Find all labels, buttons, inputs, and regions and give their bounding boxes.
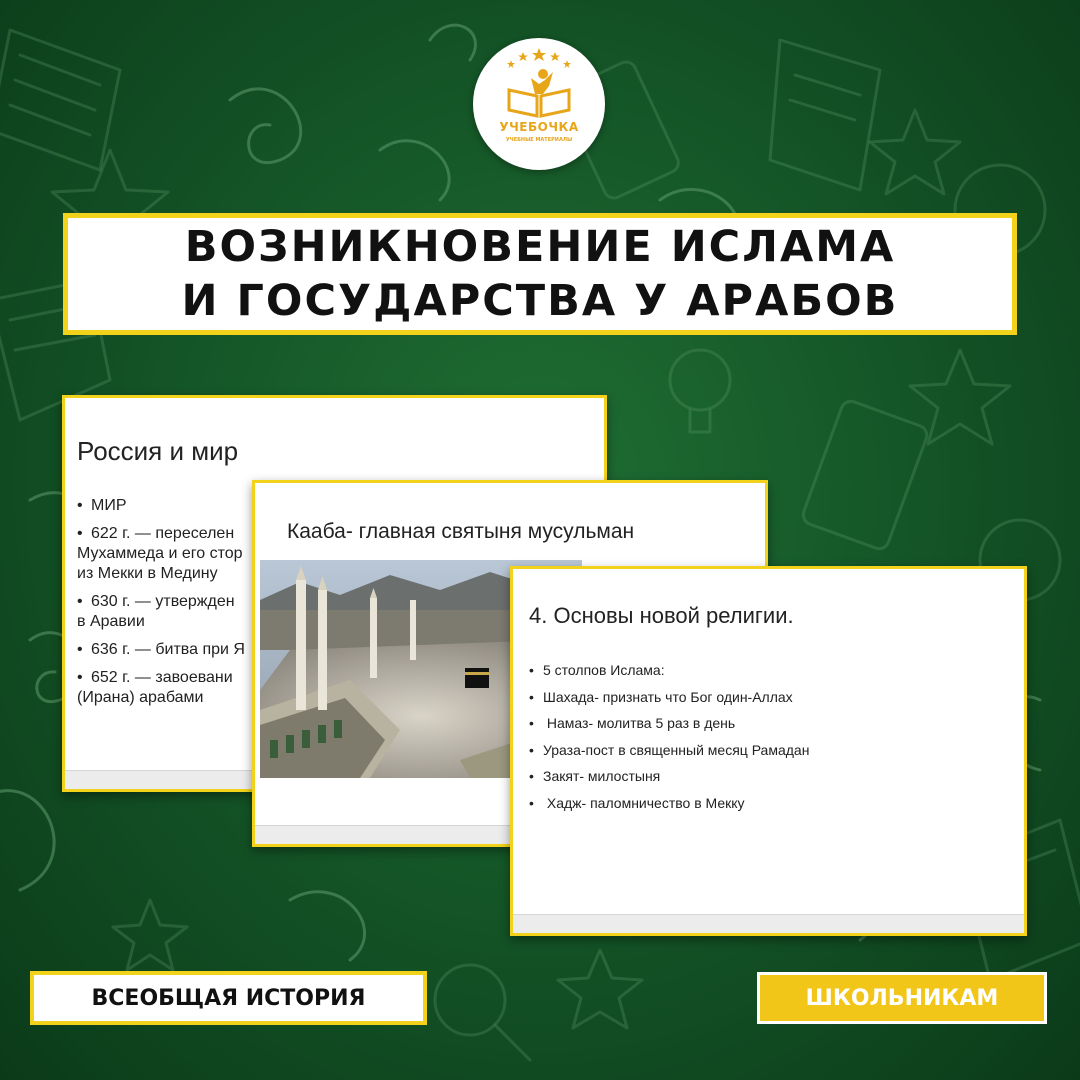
lightbulb-doodle-icon [670, 350, 730, 432]
magnifier-doodle-icon [435, 965, 530, 1060]
slide-footer [513, 914, 1024, 933]
audience-tag: ШКОЛЬНИКАМ [757, 972, 1047, 1024]
title-line-2: И ГОСУДАРСТВА У АРАБОВ [181, 276, 899, 326]
list-item: • Шахада- признать что Бог один-Аллах [529, 688, 1019, 706]
book-doodle-icon [0, 30, 120, 170]
list-item: • 630 г. — утвержден в Аравии [77, 592, 597, 632]
list-item: • Ураза-пост в священный месяц Рамадан [529, 741, 1019, 759]
book-doodle-icon [770, 40, 880, 190]
star-doodle-icon [870, 110, 960, 194]
list-item: • 622 г. — переселен Мухаммеда и его стор из Мекки в Медину [77, 524, 597, 584]
slide-title: Кааба- главная святыня мусульман [287, 520, 635, 543]
list-item: • Намаз- молитва 5 раз в день [529, 714, 1019, 732]
brand-tagline: УЧЕБНЫЕ МАТЕРИАЛЫ [505, 137, 573, 143]
list-item: • Хадж- паломничество в Мекку [529, 794, 1019, 812]
slide-title: 4. Основы новой религии. [529, 603, 794, 628]
list-item: • 652 г. — завоевани (Ирана) арабами [77, 668, 597, 708]
subject-tag: ВСЕОБЩАЯ ИСТОРИЯ [30, 971, 427, 1025]
title-line-1: ВОЗНИКНОВЕНИЕ ИСЛАМА [184, 222, 896, 272]
list-item: • МИР [77, 496, 597, 516]
tablet-doodle-icon [800, 399, 929, 552]
page-title [63, 213, 1017, 335]
bullet-list [529, 661, 1019, 821]
list-item: • 636 г. — битва при Я [77, 640, 597, 660]
star-doodle-icon [558, 950, 642, 1028]
brand-logo [473, 38, 605, 170]
list-item: • Закят- милостыня [529, 767, 1019, 785]
star-doodle-icon [113, 900, 187, 970]
logo-emblem-icon [473, 38, 605, 170]
list-item: • 5 столпов Ислама: [529, 661, 1019, 679]
slide-preview-religion-basics [510, 566, 1027, 936]
brand-name: УЧЕБОЧКА [499, 120, 579, 134]
slide-title: Россия и мир [77, 436, 239, 466]
